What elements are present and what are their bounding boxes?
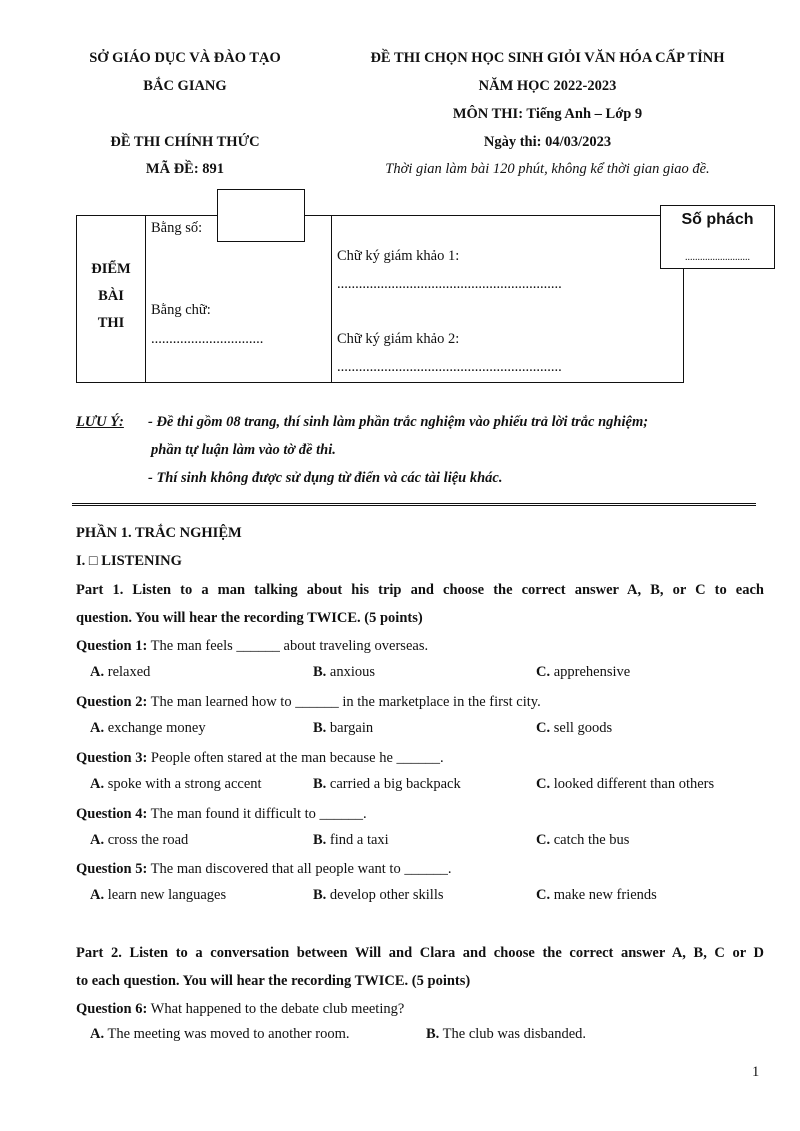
option-letter: B. [313, 887, 327, 903]
option-letter: B. [313, 664, 327, 680]
option-b[interactable] [313, 832, 389, 849]
question-label: Question 3: [76, 750, 148, 766]
option-b[interactable] [313, 720, 373, 737]
option-b[interactable] [313, 887, 444, 904]
option-letter: A. [90, 664, 105, 680]
listening-heading: I. □ LISTENING [76, 553, 182, 569]
option-letter: C. [536, 887, 551, 903]
score-in-number-label: Bằng số: [151, 220, 203, 236]
question-text: The man learned how to ______ in the marketplace in the first city. [147, 694, 541, 710]
date-value: 04/03/2023 [541, 134, 612, 150]
option-text: cross the road [107, 832, 189, 848]
subject-line [335, 106, 760, 123]
option-text: The club was disbanded. [442, 1026, 587, 1042]
question-text: The man found it difficult to ______. [147, 806, 367, 822]
department-name: SỞ GIÁO DỤC VÀ ĐÀO TẠO [89, 50, 281, 66]
option-c[interactable] [536, 832, 629, 849]
option-letter: C. [536, 720, 551, 736]
option-letter: C. [536, 776, 551, 792]
question-text: People often stared at the man because he ______. [147, 750, 444, 766]
so-phach-field[interactable]: .......................... [685, 252, 750, 263]
divider [72, 503, 756, 506]
question-label: Question 5: [76, 861, 148, 877]
question-6 [76, 999, 764, 1019]
province-name: BẮC GIANG [143, 78, 227, 94]
notice-line3: - Thí sinh không được sử dụng từ điển và các tài liệu khác. [148, 470, 503, 486]
question-label: Question 1: [76, 638, 148, 654]
option-c[interactable] [536, 887, 657, 904]
option-letter: A. [90, 776, 105, 792]
option-letter: A. [90, 720, 105, 736]
option-a[interactable] [90, 720, 206, 737]
option-text: learn new languages [107, 887, 227, 903]
option-a[interactable] [90, 776, 262, 793]
option-text: catch the bus [553, 832, 630, 848]
score-label-line: BÀI [98, 288, 124, 304]
option-text: sell goods [553, 720, 613, 736]
date-line [335, 134, 760, 151]
option-letter: B. [313, 720, 327, 736]
option-letter: A. [90, 887, 105, 903]
date-label: Ngày thi: [483, 134, 542, 150]
question-4 [76, 804, 764, 824]
so-phach-label: Số phách [681, 211, 754, 228]
notice-line2: phần tự luận làm vào tờ đề thi. [151, 442, 336, 458]
question-1 [76, 636, 764, 656]
score-label-line: ĐIỂM [91, 261, 131, 277]
question-text: The man discovered that all people want to ______. [147, 861, 452, 877]
option-letter: B. [313, 776, 327, 792]
score-label-cell [77, 216, 146, 382]
option-text: relaxed [107, 664, 151, 680]
score-table [76, 215, 684, 383]
option-text: The meeting was moved to another room. [107, 1026, 350, 1042]
score-in-words-label: Bằng chữ: [151, 302, 211, 318]
page-number: 1 [752, 1064, 760, 1080]
option-b[interactable] [313, 776, 461, 793]
option-text: develop other skills [329, 887, 444, 903]
question-3 [76, 748, 764, 768]
option-text: anxious [329, 664, 376, 680]
subject-label: MÔN THI: [452, 106, 524, 122]
option-c[interactable] [536, 664, 630, 681]
score-label-line: THI [97, 315, 125, 331]
option-c[interactable] [536, 776, 714, 793]
part2-instruction: Part 2. Listen to a conversation between Will and Clara and choose the correct answer A, B, C or D [76, 945, 764, 961]
option-text: looked different than others [553, 776, 715, 792]
notice-line1 [76, 414, 766, 431]
question-label: Question 6: [76, 1001, 148, 1017]
time-note: Thời gian làm bài 120 phút, không kể thời gian giao đề. [385, 161, 710, 177]
option-letter: C. [536, 832, 551, 848]
exam-title: ĐỀ THI CHỌN HỌC SINH GIỎI VĂN HÓA CẤP TỈNH [370, 50, 725, 66]
part1-instruction: Part 1. Listen to a man talking about his trip and choose the correct answer A, B, or C to each [76, 582, 764, 598]
section-title: PHẦN 1. TRẮC NGHIỆM [76, 525, 242, 541]
option-b[interactable] [313, 664, 375, 681]
option-letter: C. [536, 664, 551, 680]
examiner2-label: Chữ ký giám khảo 2: [337, 331, 460, 347]
option-text: make new friends [553, 887, 657, 903]
exam-code: MÃ ĐỀ: 891 [145, 161, 225, 177]
option-a[interactable] [90, 832, 188, 849]
option-b[interactable] [426, 1026, 586, 1043]
option-text: apprehensive [553, 664, 631, 680]
subject-value: Tiếng Anh – Lớp 9 [523, 106, 643, 122]
examiner1-signature-field[interactable]: .............................................................. [337, 276, 562, 292]
option-text: exchange money [107, 720, 206, 736]
option-letter: B. [313, 832, 327, 848]
school-year: NĂM HỌC 2022-2023 [478, 78, 617, 94]
examiner-cell [331, 216, 683, 382]
so-phach-box [660, 205, 775, 269]
examiner1-label: Chữ ký giám khảo 1: [337, 248, 460, 264]
notice-text1: - Đề thi gồm 08 trang, thí sinh làm phần trắc nghiệm vào phiếu trả lời trắc nghiệm; [148, 414, 649, 430]
option-text: find a taxi [329, 832, 389, 848]
option-text: carried a big backpack [329, 776, 461, 792]
official-label: ĐỀ THI CHÍNH THỨC [110, 134, 260, 150]
option-a[interactable] [90, 1026, 350, 1043]
part1-instruction: question. You will hear the recording TWICE. (5 points) [76, 610, 423, 626]
question-2 [76, 692, 764, 712]
option-a[interactable] [90, 664, 150, 681]
option-letter: A. [90, 1026, 105, 1042]
option-c[interactable] [536, 720, 612, 737]
option-a[interactable] [90, 887, 226, 904]
option-text: spoke with a strong accent [107, 776, 262, 792]
score-in-words-field[interactable]: ............................... [151, 331, 264, 347]
question-text: The man feels ______ about traveling overseas. [147, 638, 429, 654]
question-label: Question 4: [76, 806, 148, 822]
question-label: Question 2: [76, 694, 148, 710]
notice-label: LƯU Ý: [76, 414, 124, 430]
question-5 [76, 859, 764, 879]
score-label [77, 256, 145, 337]
option-letter: A. [90, 832, 105, 848]
score-number-box[interactable] [217, 189, 305, 242]
option-text: bargain [329, 720, 374, 736]
examiner2-signature-field[interactable]: .............................................................. [337, 359, 562, 375]
part2-instruction: to each question. You will hear the recording TWICE. (5 points) [76, 973, 471, 989]
question-text: What happened to the debate club meeting? [147, 1001, 405, 1017]
option-letter: B. [426, 1026, 440, 1042]
